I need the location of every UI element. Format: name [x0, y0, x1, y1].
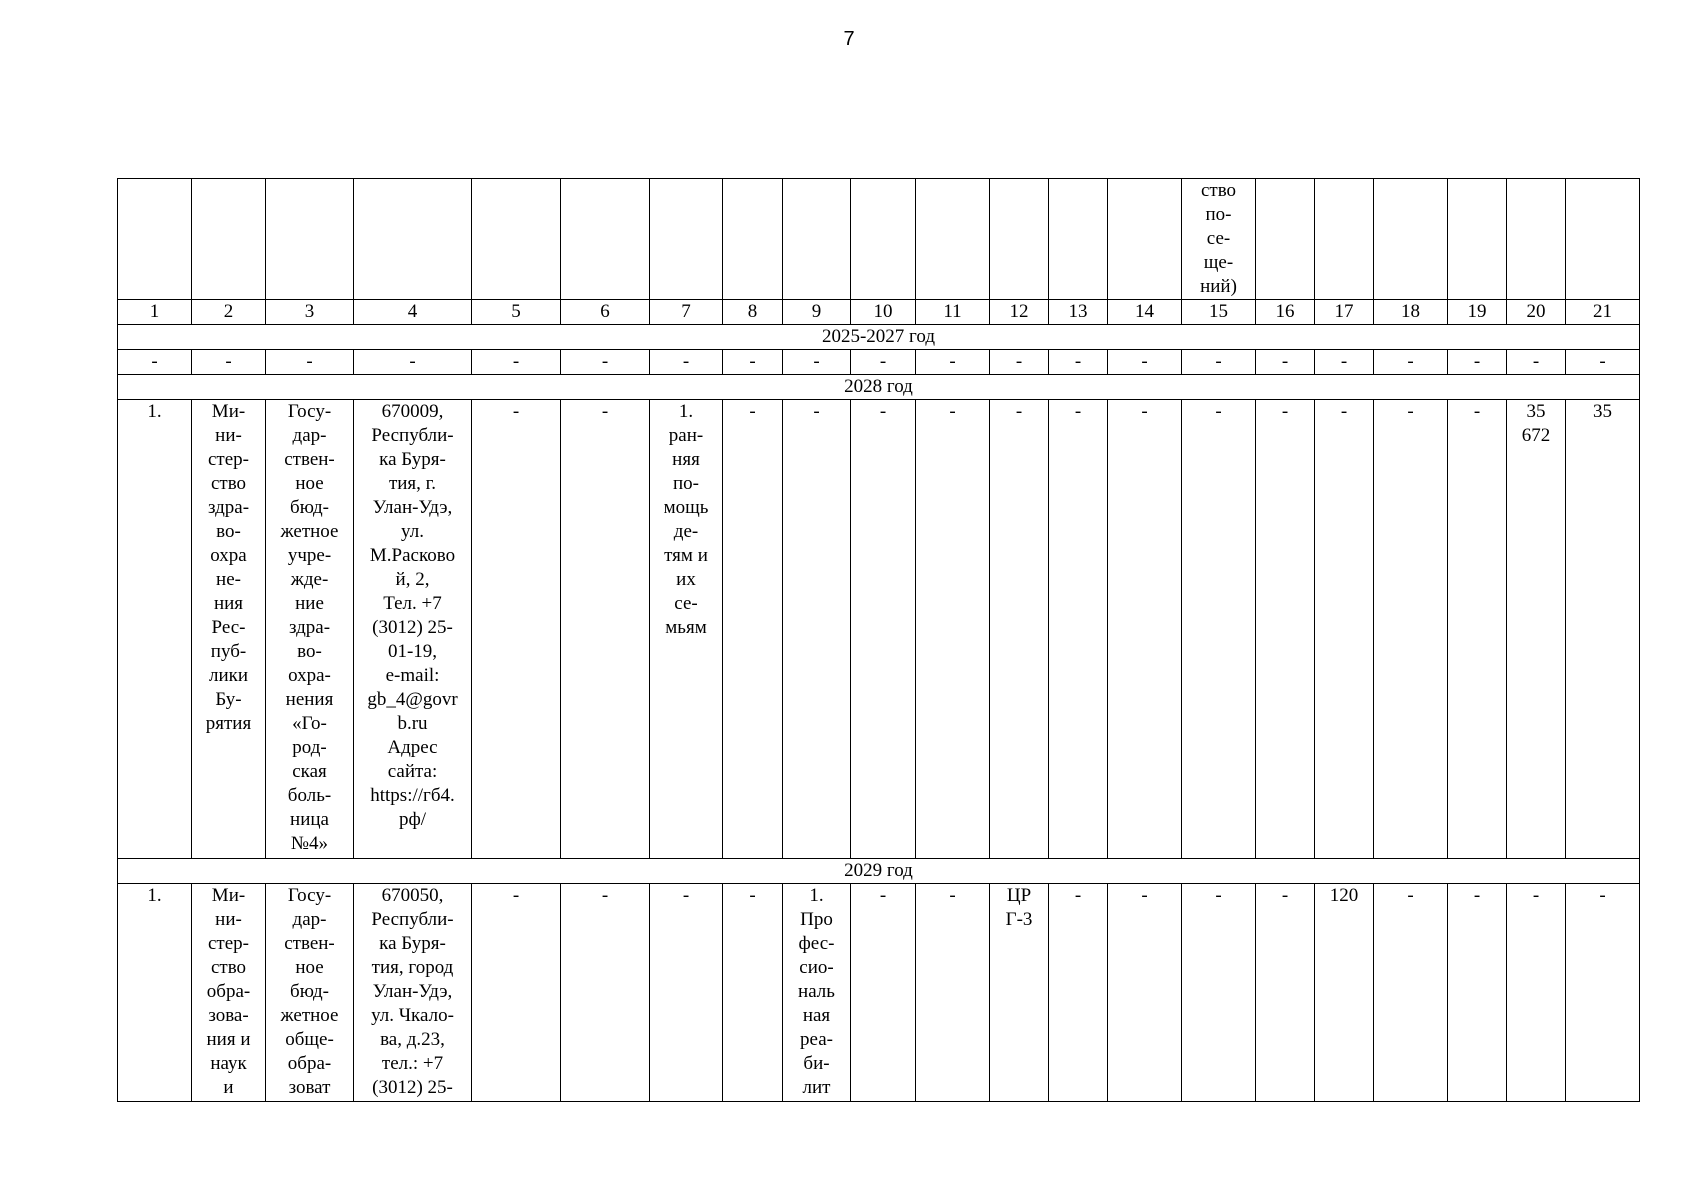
cell-line: -	[601, 401, 609, 422]
cell-line: -	[409, 351, 416, 372]
table-cell-15	[1182, 884, 1256, 1102]
table-cell-13	[1049, 350, 1108, 375]
table-cell-2	[192, 884, 266, 1102]
cell-line: нения	[285, 689, 334, 710]
table-cell-19	[1448, 884, 1507, 1102]
cell-line: -	[151, 351, 158, 372]
cell-line: ствен-	[284, 449, 335, 470]
table-cell-11	[916, 400, 990, 859]
cell-line: -	[749, 351, 756, 372]
section-title: 2029 год	[118, 859, 1640, 884]
cell-line: ство	[210, 473, 247, 494]
cell-line: рятия	[205, 713, 252, 734]
cell-line: №4»	[290, 833, 329, 854]
table-cell-17	[1315, 350, 1374, 375]
cell-line: фес-	[798, 933, 835, 954]
cell-line: Госу-	[287, 885, 332, 906]
table-cell-11	[916, 350, 990, 375]
header-cell	[1507, 179, 1566, 300]
table-cell-17	[1315, 884, 1374, 1102]
header-cell	[266, 179, 354, 300]
cell-line: -	[1141, 885, 1148, 906]
cell-line: й, 2,	[395, 569, 430, 590]
table-cell-13	[1049, 884, 1108, 1102]
section-row	[118, 325, 1640, 350]
table-cell-4	[354, 884, 472, 1102]
table-cell-2	[192, 350, 266, 375]
header-cell	[783, 179, 851, 300]
column-number: 16	[1256, 300, 1315, 325]
cell-line: ка Буря-	[379, 449, 446, 470]
cell-line: тел.: +7	[381, 1053, 444, 1074]
data-table	[117, 178, 1640, 1102]
table-cell-7	[650, 884, 723, 1102]
table-cell-21	[1566, 350, 1640, 375]
table-cell-9	[783, 884, 851, 1102]
cell-line: ка Буря-	[379, 933, 446, 954]
cell-line: Адрес	[387, 737, 438, 758]
table-cell-15	[1182, 400, 1256, 859]
header-cell	[1256, 179, 1315, 300]
table-cell-6	[561, 400, 650, 859]
table-cell-8	[723, 884, 783, 1102]
table-cell-20	[1507, 350, 1566, 375]
table-cell-1	[118, 400, 192, 859]
cell-line: Республи-	[371, 425, 454, 446]
cell-line: 1.	[147, 401, 162, 422]
table-cell-14	[1108, 350, 1182, 375]
cell-line: -	[1074, 351, 1082, 372]
table-row	[118, 350, 1640, 375]
column-number: 11	[916, 300, 990, 325]
column-number: 1	[118, 300, 192, 325]
table-cell-3	[266, 884, 354, 1102]
cell-line: -	[749, 401, 756, 422]
cell-line: -	[1074, 885, 1082, 906]
cell-line: -	[749, 885, 756, 906]
table-cell-16	[1256, 884, 1315, 1102]
table-cell-8	[723, 400, 783, 859]
cell-line: -	[1281, 401, 1289, 422]
cell-line: -	[1281, 351, 1289, 372]
cell-line: -	[879, 401, 887, 422]
table-cell-11	[916, 884, 990, 1102]
cell-line: бюд-	[290, 981, 329, 1002]
table-cell-20	[1507, 884, 1566, 1102]
cell-line: ни-	[215, 425, 242, 446]
cell-line: тия, город	[371, 957, 454, 978]
page-number: 7	[843, 28, 855, 50]
table-cell-13	[1049, 400, 1108, 859]
cell-line: «Го-	[292, 713, 327, 734]
cell-line: ни-	[215, 909, 242, 930]
column-number: 14	[1108, 300, 1182, 325]
cell-line: М.Расково	[369, 545, 456, 566]
cell-line: 1.	[809, 885, 824, 906]
header-cell	[354, 179, 472, 300]
cell-line: -	[225, 351, 232, 372]
table-cell-12	[990, 350, 1049, 375]
cell-line: -	[512, 401, 520, 422]
table-cell-9	[783, 400, 851, 859]
cell-line: -	[601, 351, 609, 372]
table-cell-9	[783, 350, 851, 375]
column-number: 12	[990, 300, 1049, 325]
table-cell-20	[1507, 400, 1566, 859]
table-cell-19	[1448, 400, 1507, 859]
table-cell-10	[851, 350, 916, 375]
cell-line: ство	[1200, 180, 1237, 201]
cell-line: наук	[210, 1053, 247, 1074]
table-cell-12	[990, 884, 1049, 1102]
header-cell-15	[1182, 179, 1256, 300]
cell-line: жетное	[280, 521, 339, 542]
cell-line: -	[306, 351, 313, 372]
column-number: 18	[1374, 300, 1448, 325]
header-cell	[723, 179, 783, 300]
cell-line: -	[1215, 885, 1222, 906]
cell-line: -	[1473, 401, 1481, 422]
cell-line: охра	[210, 545, 247, 566]
cell-line: Тел. +7	[383, 593, 442, 614]
section-row	[118, 859, 1640, 884]
cell-line: -	[1281, 885, 1289, 906]
cell-line: -	[1407, 351, 1414, 372]
cell-line: зова-	[208, 1005, 249, 1026]
header-cell	[650, 179, 723, 300]
cell-line: сайта:	[387, 761, 438, 782]
cell-line: жде-	[290, 569, 329, 590]
table-cell-18	[1374, 884, 1448, 1102]
cell-line: ще-	[1203, 252, 1234, 273]
cell-line: обра-	[206, 981, 251, 1002]
table-cell-14	[1108, 884, 1182, 1102]
cell-line: ран-	[668, 425, 704, 446]
header-cell	[472, 179, 561, 300]
cell-line: Рес-	[211, 617, 246, 638]
cell-line: здра-	[288, 617, 331, 638]
cell-line: Улан-Удэ,	[372, 497, 453, 518]
cell-line: -	[682, 351, 690, 372]
cell-line: по-	[1205, 204, 1232, 225]
cell-line: -	[1407, 885, 1414, 906]
column-number: 9	[783, 300, 851, 325]
cell-line: 670009,	[381, 401, 444, 422]
table-cell-18	[1374, 350, 1448, 375]
header-cell	[1566, 179, 1640, 300]
cell-line: 35	[1526, 401, 1546, 422]
cell-line: лит	[802, 1077, 831, 1098]
table-cell-5	[472, 884, 561, 1102]
cell-line: -	[1532, 351, 1540, 372]
table-cell-1	[118, 350, 192, 375]
column-number: 10	[851, 300, 916, 325]
cell-line: -	[1215, 401, 1222, 422]
cell-line: жетное	[280, 1005, 339, 1026]
header-cell	[1108, 179, 1182, 300]
cell-line: 670050,	[381, 885, 444, 906]
header-cell	[990, 179, 1049, 300]
cell-line: се-	[1206, 228, 1231, 249]
cell-line: стер-	[208, 933, 249, 954]
table-cell-21	[1566, 400, 1640, 859]
column-number: 7	[650, 300, 723, 325]
cell-line: ЦР	[1006, 885, 1032, 906]
table-cell-10	[851, 884, 916, 1102]
cell-line: ния и	[206, 1029, 251, 1050]
table-cell-1	[118, 884, 192, 1102]
cell-line: (3012) 25-	[372, 617, 453, 638]
cell-line: ное	[295, 473, 324, 494]
cell-line: 1.	[147, 885, 162, 906]
header-cell	[192, 179, 266, 300]
cell-line: -	[1340, 401, 1348, 422]
header-cell	[118, 179, 192, 300]
cell-line: -	[1015, 401, 1023, 422]
cell-line: мощь	[663, 497, 709, 518]
cell-line: -	[1015, 351, 1023, 372]
cell-line: по-	[673, 473, 699, 494]
column-number-row	[118, 300, 1640, 325]
cell-line: -	[813, 351, 820, 372]
table-cell-16	[1256, 350, 1315, 375]
table-row	[118, 884, 1640, 1102]
section-title: 2028 год	[118, 375, 1640, 400]
table-cell-8	[723, 350, 783, 375]
header-cell	[1448, 179, 1507, 300]
column-number: 3	[266, 300, 354, 325]
cell-line: Ми-	[211, 401, 246, 422]
cell-line: здра-	[207, 497, 250, 518]
table-cell-18	[1374, 400, 1448, 859]
cell-line: e-mail:	[385, 665, 440, 686]
cell-line: ний)	[1200, 276, 1237, 297]
column-number: 17	[1315, 300, 1374, 325]
table-cell-5	[472, 350, 561, 375]
cell-line: -	[949, 351, 956, 372]
table-cell-7	[650, 350, 723, 375]
table-cell-4	[354, 400, 472, 859]
table-cell-4	[354, 350, 472, 375]
cell-line: Про	[800, 909, 833, 930]
cell-line: -	[1074, 401, 1082, 422]
cell-line: дар-	[292, 425, 327, 446]
cell-line: обра-	[287, 1053, 332, 1074]
cell-line: -	[1141, 351, 1148, 372]
cell-line: -	[949, 885, 956, 906]
column-number: 15	[1182, 300, 1256, 325]
table-cell-21	[1566, 884, 1640, 1102]
column-number: 13	[1049, 300, 1108, 325]
cell-line: мьям	[665, 617, 707, 638]
column-number: 19	[1448, 300, 1507, 325]
cell-line: Госу-	[287, 401, 332, 422]
header-cell	[851, 179, 916, 300]
column-number: 5	[472, 300, 561, 325]
cell-line: де-	[673, 521, 699, 542]
cell-line: бюд-	[290, 497, 329, 518]
table-cell-6	[561, 884, 650, 1102]
cell-line: 672	[1521, 425, 1551, 446]
header-cell	[916, 179, 990, 300]
cell-line: 35	[1593, 401, 1612, 422]
column-number: 21	[1566, 300, 1640, 325]
cell-line: рф/	[398, 809, 427, 830]
cell-line: стер-	[208, 449, 249, 470]
cell-line: няя	[672, 449, 700, 470]
cell-line: реа-	[800, 1029, 833, 1050]
cell-line: -	[879, 351, 887, 372]
cell-line: ва, д.23,	[380, 1029, 445, 1050]
header-cell	[561, 179, 650, 300]
cell-line: ная	[802, 1005, 831, 1026]
cell-line: ние	[295, 593, 324, 614]
table-cell-7	[650, 400, 723, 859]
cell-line: ул. Чкало-	[371, 1005, 454, 1026]
cell-line: -	[1407, 401, 1414, 422]
table-cell-16	[1256, 400, 1315, 859]
table-cell-6	[561, 350, 650, 375]
cell-line: -	[1599, 351, 1606, 372]
header-continuation-row	[118, 179, 1640, 300]
cell-line: би-	[803, 1053, 830, 1074]
cell-line: 01-19,	[387, 641, 438, 662]
cell-line: род-	[292, 737, 327, 758]
cell-line: лики	[208, 665, 249, 686]
cell-line: gb_4@govr	[367, 689, 458, 710]
table-cell-14	[1108, 400, 1182, 859]
cell-line: ния	[213, 593, 244, 614]
cell-line: -	[1141, 401, 1148, 422]
cell-line: и	[223, 1077, 234, 1098]
cell-line: сио-	[799, 957, 834, 978]
cell-line: -	[601, 885, 609, 906]
column-number: 6	[561, 300, 650, 325]
cell-line: тям и	[664, 545, 708, 566]
column-number: 4	[354, 300, 472, 325]
table-cell-3	[266, 400, 354, 859]
table-cell-5	[472, 400, 561, 859]
cell-line: -	[813, 401, 820, 422]
cell-line: -	[949, 401, 956, 422]
table-cell-12	[990, 400, 1049, 859]
cell-line: -	[682, 885, 690, 906]
table-cell-17	[1315, 400, 1374, 859]
table-cell-15	[1182, 350, 1256, 375]
cell-line: зоват	[288, 1077, 331, 1098]
table-row	[118, 400, 1640, 859]
cell-line: Бу-	[215, 689, 242, 710]
cell-line: их	[676, 569, 696, 590]
cell-line: не-	[216, 569, 241, 590]
cell-line: -	[879, 885, 887, 906]
cell-line: обще-	[285, 1029, 334, 1050]
table-cell-10	[851, 400, 916, 859]
header-cell	[1049, 179, 1108, 300]
cell-line: -	[1532, 885, 1540, 906]
cell-line: се-	[674, 593, 698, 614]
cell-line: Республи-	[371, 909, 454, 930]
cell-line: -	[512, 885, 520, 906]
section-title: 2025-2027 год	[118, 325, 1640, 350]
header-cell	[1374, 179, 1448, 300]
cell-line: 1.	[678, 401, 694, 422]
cell-line: (3012) 25-	[372, 1077, 453, 1098]
cell-line: во-	[216, 521, 241, 542]
cell-line: ствен-	[284, 933, 335, 954]
cell-line: ное	[295, 957, 324, 978]
cell-line: ская	[292, 761, 327, 782]
cell-line: Г-3	[1005, 909, 1033, 930]
cell-line: тия, г.	[388, 473, 437, 494]
cell-line: во-	[297, 641, 322, 662]
cell-line: охра-	[288, 665, 331, 686]
cell-line: ница	[290, 809, 329, 830]
cell-line: 120	[1329, 885, 1359, 906]
cell-line: -	[1473, 351, 1481, 372]
cell-line: пуб-	[210, 641, 247, 662]
cell-line: -	[512, 351, 520, 372]
column-number: 8	[723, 300, 783, 325]
table-cell-2	[192, 400, 266, 859]
cell-line: b.ru	[397, 713, 428, 734]
cell-line: -	[1215, 351, 1222, 372]
cell-line: наль	[798, 981, 835, 1002]
cell-line: -	[1599, 885, 1606, 906]
cell-line: боль-	[287, 785, 332, 806]
column-number: 2	[192, 300, 266, 325]
cell-line: ство	[210, 957, 247, 978]
cell-line: https://гб4.	[370, 785, 455, 806]
section-row	[118, 375, 1640, 400]
table-cell-19	[1448, 350, 1507, 375]
cell-line: дар-	[292, 909, 327, 930]
cell-line: ул.	[401, 521, 424, 542]
header-cell	[1315, 179, 1374, 300]
cell-line: -	[1340, 351, 1348, 372]
cell-line: -	[1473, 885, 1481, 906]
cell-line: учре-	[287, 545, 332, 566]
column-number: 20	[1507, 300, 1566, 325]
cell-line: Ми-	[211, 885, 246, 906]
table-cell-3	[266, 350, 354, 375]
cell-line: Улан-Удэ,	[372, 981, 453, 1002]
